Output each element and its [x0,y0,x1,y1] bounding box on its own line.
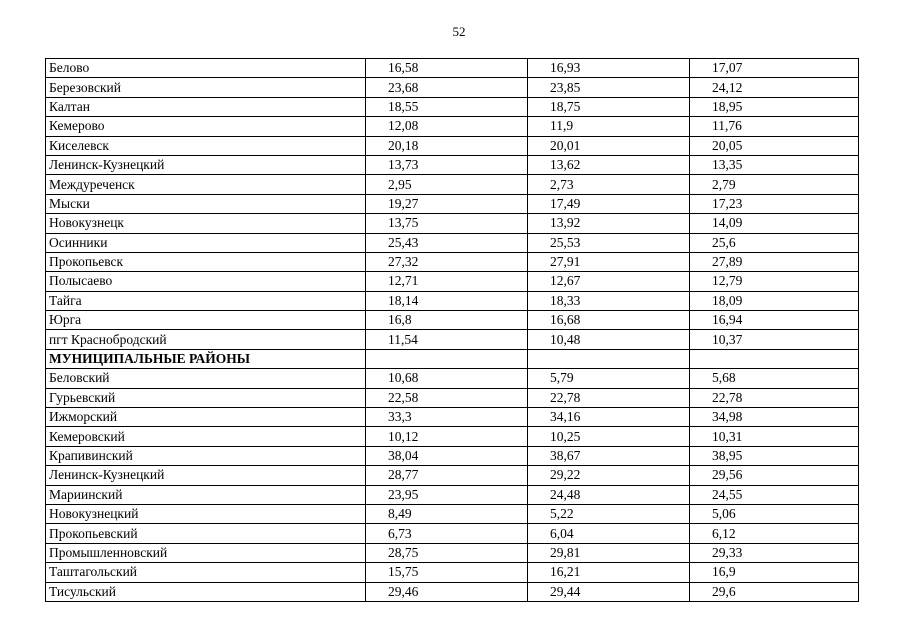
value-cell-1: 16,8 [366,311,528,330]
value-cell-1: 13,73 [366,155,528,174]
value-cell-3: 29,33 [690,543,859,562]
value-cell-3: 29,6 [690,582,859,601]
value-cell-3: 16,94 [690,311,859,330]
value-cell-1: 22,58 [366,388,528,407]
value-cell-1: 11,54 [366,330,528,349]
row-name-cell: Ленинск-Кузнецкий [46,466,366,485]
table-row [46,330,859,349]
section-title: МУНИЦИПАЛЬНЫЕ РАЙОНЫ [46,349,366,368]
table-row [46,504,859,523]
value-cell-3: 16,9 [690,563,859,582]
row-name-cell: Прокопьевск [46,252,366,271]
row-name-cell: Белово [46,59,366,78]
value-cell-3: 27,89 [690,252,859,271]
value-cell-3: 10,37 [690,330,859,349]
value-cell-3: 5,06 [690,504,859,523]
value-cell-3: 22,78 [690,388,859,407]
value-cell-2: 29,81 [528,543,690,562]
row-name-cell: Киселевск [46,136,366,155]
table-row [46,427,859,446]
row-name-cell: Прокопьевский [46,524,366,543]
value-cell-3 [690,349,859,368]
table-row [46,563,859,582]
value-cell-3: 13,35 [690,155,859,174]
value-cell-2: 16,21 [528,563,690,582]
value-cell-2: 29,44 [528,582,690,601]
value-cell-1: 25,43 [366,233,528,252]
row-name-cell: Беловский [46,369,366,388]
value-cell-2: 24,48 [528,485,690,504]
value-cell-1: 15,75 [366,563,528,582]
row-name-cell: Калтан [46,97,366,116]
value-cell-1: 2,95 [366,175,528,194]
value-cell-1: 16,58 [366,59,528,78]
value-cell-2: 18,33 [528,291,690,310]
row-name-cell: Березовский [46,78,366,97]
value-cell-2: 16,93 [528,59,690,78]
table-row [46,446,859,465]
row-name-cell: Ижморский [46,408,366,427]
value-cell-2: 18,75 [528,97,690,116]
value-cell-2: 5,79 [528,369,690,388]
value-cell-3: 17,07 [690,59,859,78]
value-cell-2: 38,67 [528,446,690,465]
value-cell-3: 11,76 [690,117,859,136]
value-cell-3: 18,95 [690,97,859,116]
value-cell-1: 33,3 [366,408,528,427]
value-cell-3: 24,12 [690,78,859,97]
value-cell-3: 14,09 [690,214,859,233]
value-cell-2: 13,92 [528,214,690,233]
row-name-cell: Полысаево [46,272,366,291]
value-cell-1 [366,349,528,368]
table-row [46,466,859,485]
table-body [46,59,859,602]
table-row [46,388,859,407]
table-row [46,194,859,213]
row-name-cell: Новокузнецк [46,214,366,233]
table-row [46,291,859,310]
table-row [46,155,859,174]
value-cell-3: 38,95 [690,446,859,465]
value-cell-2: 27,91 [528,252,690,271]
value-cell-1: 20,18 [366,136,528,155]
row-name-cell: Юрга [46,311,366,330]
row-name-cell: Междуреченск [46,175,366,194]
value-cell-1: 8,49 [366,504,528,523]
value-cell-1: 13,75 [366,214,528,233]
value-cell-1: 12,08 [366,117,528,136]
table-row [46,252,859,271]
section-header-row [46,349,859,368]
value-cell-2: 13,62 [528,155,690,174]
table-row [46,136,859,155]
value-cell-2: 2,73 [528,175,690,194]
table-row [46,175,859,194]
value-cell-2: 16,68 [528,311,690,330]
value-cell-1: 10,68 [366,369,528,388]
value-cell-1: 28,77 [366,466,528,485]
value-cell-2: 11,9 [528,117,690,136]
value-cell-1: 28,75 [366,543,528,562]
table-row [46,59,859,78]
table-row [46,311,859,330]
table-row [46,214,859,233]
row-name-cell: Тайга [46,291,366,310]
row-name-cell: Кемеровский [46,427,366,446]
table-row [46,272,859,291]
value-cell-2: 22,78 [528,388,690,407]
value-cell-1: 23,68 [366,78,528,97]
value-cell-2: 20,01 [528,136,690,155]
value-cell-3: 12,79 [690,272,859,291]
row-name-cell: Кемерово [46,117,366,136]
row-name-cell: Тисульский [46,582,366,601]
row-name-cell: Мариинский [46,485,366,504]
value-cell-2: 12,67 [528,272,690,291]
value-cell-3: 20,05 [690,136,859,155]
value-cell-2: 25,53 [528,233,690,252]
value-cell-1: 18,55 [366,97,528,116]
table-row [46,524,859,543]
table-row [46,97,859,116]
value-cell-1: 10,12 [366,427,528,446]
value-cell-1: 27,32 [366,252,528,271]
value-cell-2: 17,49 [528,194,690,213]
value-cell-1: 38,04 [366,446,528,465]
value-cell-2: 10,48 [528,330,690,349]
table-row [46,78,859,97]
table-row [46,233,859,252]
value-cell-2: 23,85 [528,78,690,97]
value-cell-2: 29,22 [528,466,690,485]
row-name-cell: Таштагольский [46,563,366,582]
table-row [46,117,859,136]
value-cell-3: 18,09 [690,291,859,310]
data-table [45,58,859,602]
value-cell-2: 34,16 [528,408,690,427]
value-cell-3: 17,23 [690,194,859,213]
page-number: 52 [452,24,466,39]
table-row [46,485,859,504]
value-cell-1: 18,14 [366,291,528,310]
value-cell-2: 10,25 [528,427,690,446]
value-cell-1: 12,71 [366,272,528,291]
value-cell-3: 6,12 [690,524,859,543]
value-cell-1: 29,46 [366,582,528,601]
value-cell-3: 5,68 [690,369,859,388]
value-cell-1: 6,73 [366,524,528,543]
table-row [46,408,859,427]
row-name-cell: Крапивинский [46,446,366,465]
row-name-cell: Ленинск-Кузнецкий [46,155,366,174]
value-cell-3: 29,56 [690,466,859,485]
value-cell-2: 6,04 [528,524,690,543]
value-cell-3: 34,98 [690,408,859,427]
table-row [46,543,859,562]
table-row [46,369,859,388]
row-name-cell: Промышленновский [46,543,366,562]
value-cell-2: 5,22 [528,504,690,523]
value-cell-3: 24,55 [690,485,859,504]
value-cell-1: 23,95 [366,485,528,504]
table-row [46,582,859,601]
value-cell-1: 19,27 [366,194,528,213]
value-cell-3: 25,6 [690,233,859,252]
value-cell-3: 10,31 [690,427,859,446]
value-cell-3: 2,79 [690,175,859,194]
row-name-cell: Мыски [46,194,366,213]
row-name-cell: Осинники [46,233,366,252]
value-cell-2 [528,349,690,368]
row-name-cell: пгт Краснобродский [46,330,366,349]
row-name-cell: Новокузнецкий [46,504,366,523]
row-name-cell: Гурьевский [46,388,366,407]
